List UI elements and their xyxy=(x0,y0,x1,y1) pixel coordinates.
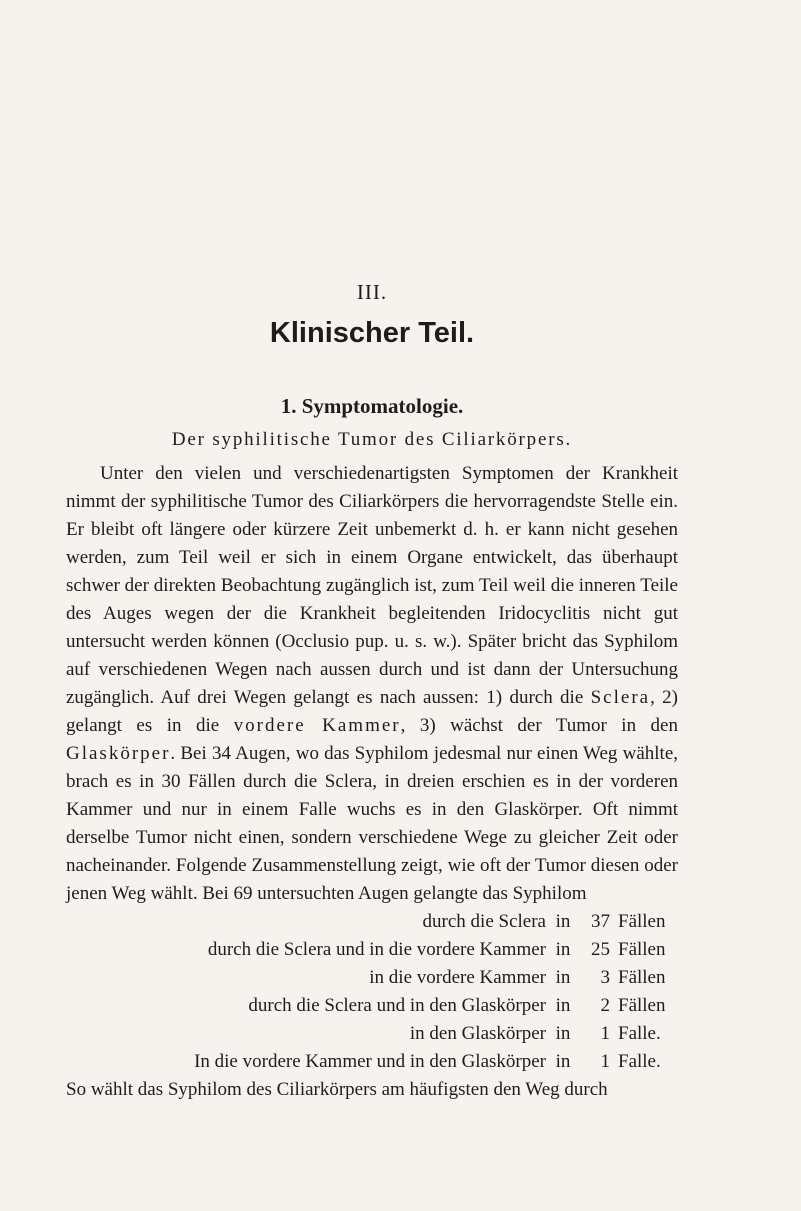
paragraph-text-part-4: . Bei 34 Augen, wo das Syphilom jedesmal nur einen Weg wählte, brach es in 30 Fällen durch die Sclera, in dreien erschien es in der vorderen Kammer und nur in einem Falle wuchs es in den Glaskörper. Oft nimmt derselbe Tumor nicht einen, sondern verschiedene Wege zu gleicher Zeit oder nacheinander. Folgende Zusammenstellung zeigt, wie oft der Tumor diesen oder jenen Weg wählt. Bei 69 untersuchten Augen gelangte das Syphilom xyxy=(66,743,678,904)
statistics-route: durch die Sclera und in die vordere Kammer xyxy=(207,939,546,960)
emphasized-term-vordere-kammer: vordere Kammer xyxy=(233,715,401,736)
statistics-in: in xyxy=(555,939,571,960)
statistics-row xyxy=(66,1048,678,1076)
body-paragraph xyxy=(66,460,678,908)
statistics-unit: Fällen xyxy=(618,939,666,960)
statistics-count: 37 xyxy=(591,911,610,932)
statistics-count: 3 xyxy=(600,967,610,988)
statistics-count: 1 xyxy=(600,1051,610,1072)
paragraph-text-part-1: Unter den vielen und verschiedenartigsten Symptomen der Krankheit nimmt der syphilitische Tumor des Ciliarkörpers die hervorragendste Stelle ein. Er bleibt oft längere oder kürzere Zeit unbemerkt d. h. er kann nicht gesehen werden, zum Teil weil er sich in einem Organe entwickelt, das überhaupt schwer der direkten Beobachtung zugänglich ist, zum Teil weil die inneren Teile des Auges wegen der die Krankheit begleitenden Iridocyclitis nicht gut untersucht werden können (Occlusio pup. u. s. w.). Später bricht das Syphilom auf verschiedenen Wegen nach aussen durch und ist dann der Untersuchung zugänglich. Auf drei Wegen gelangt es nach aussen: 1) durch die xyxy=(66,463,678,708)
statistics-unit: Falle. xyxy=(618,1023,661,1044)
statistics-in: in xyxy=(555,995,571,1016)
statistics-unit: Fällen xyxy=(618,967,666,988)
statistics-unit: Fällen xyxy=(618,995,666,1016)
statistics-route: in die vordere Kammer xyxy=(369,967,546,988)
statistics-route: durch die Sclera und in den Glaskörper xyxy=(248,995,546,1016)
statistics-row xyxy=(66,992,678,1020)
statistics-in: in xyxy=(555,967,571,988)
statistics-route: durch die Sclera xyxy=(422,911,546,932)
book-page xyxy=(66,280,678,1104)
statistics-in: in xyxy=(555,1023,571,1044)
chapter-number: III. xyxy=(356,280,388,304)
statistics-in: in xyxy=(555,1051,571,1072)
section-heading: 1. Symptomatologie. xyxy=(280,394,464,418)
statistics-count: 2 xyxy=(600,995,610,1016)
paragraph-text-part-3: , 3) wächst der Tumor in den xyxy=(400,715,678,736)
statistics-list xyxy=(66,908,678,1076)
statistics-row xyxy=(66,936,678,964)
statistics-unit: Falle. xyxy=(618,1051,661,1072)
statistics-row xyxy=(66,1020,678,1048)
statistics-count: 1 xyxy=(600,1023,610,1044)
statistics-in: in xyxy=(555,911,571,932)
chapter-title: Klinischer Teil. xyxy=(269,317,475,349)
emphasized-term-sclera: Sclera xyxy=(590,687,651,708)
subsection-heading: Der syphilitische Tumor des Ciliarkörpers. xyxy=(171,429,573,450)
statistics-route: in den Glaskörper xyxy=(409,1023,546,1044)
emphasized-term-glaskoerper: Glaskörper xyxy=(66,743,171,764)
statistics-row xyxy=(66,908,678,936)
statistics-count: 25 xyxy=(591,939,610,960)
statistics-route: In die vordere Kammer und in den Glaskörper xyxy=(194,1051,546,1072)
statistics-row xyxy=(66,964,678,992)
statistics-unit: Fällen xyxy=(618,911,666,932)
closing-line: So wählt das Syphilom des Ciliarkörpers am häufigsten den Weg durch xyxy=(66,1079,608,1100)
paragraph-text-part-2: , 2) gelangt es in die xyxy=(66,687,679,736)
